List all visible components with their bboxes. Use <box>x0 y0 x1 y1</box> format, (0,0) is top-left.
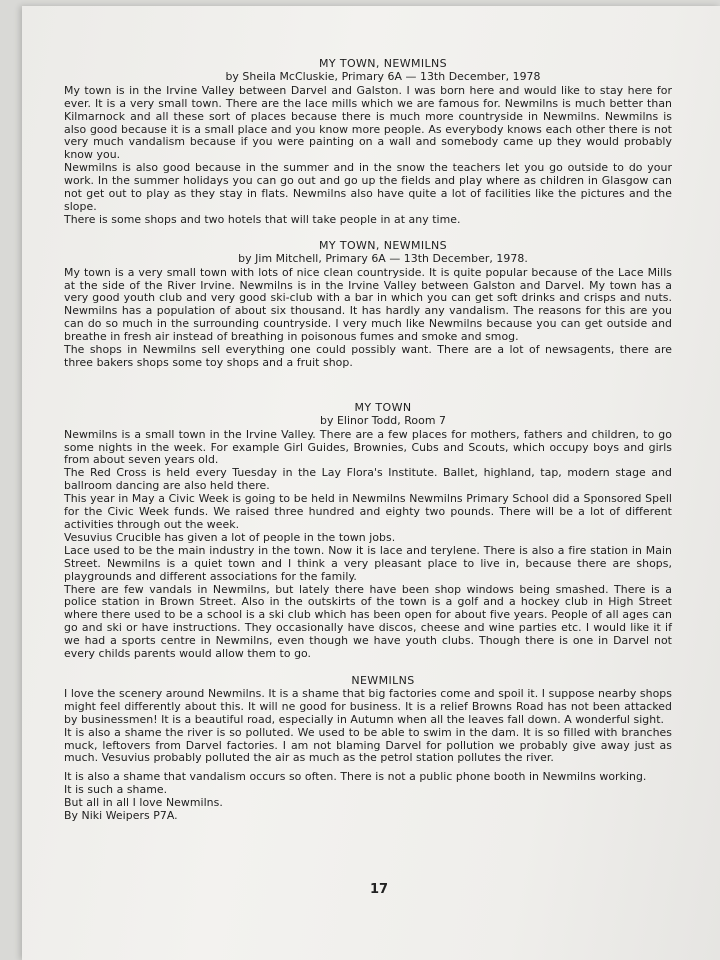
essay-title: MY TOWN <box>354 400 412 414</box>
essay-spacer <box>64 661 672 675</box>
essay-line: But all in all I love Newmilns. <box>64 796 223 810</box>
essay-paragraph: My town is a very small town with lots of nice clean countryside. It is quite popular because of the Lace Mills at the side of the River Irvine. Newmilns is in the Irvine Valley between Galston and Darvel. My town has a very good youth club and very good ski-club with a bar in which you can get soft drinks and crisps and nuts. Newmilns has a population of about six thousand. It has hardly any vandalism. The reasons for this are you can do so much in the surrounding countryside. I very much like Newmilns because you can get outside and breathe in fresh air instead of breathing in poisonous fumes and smoke and smog. <box>64 265 672 344</box>
essay-paragraph: I love the scenery around Newmilns. It is a shame that big factories come and spoil it. I suppose nearby shops might feel differently about this. It will ne good for business. It is a relief Browns Road has not been attacked by businessmen! It is a beautiful road, especially in Autumn when all the leaves fall down. A wonderful sight. <box>64 686 672 726</box>
essay-paragraph: Lace used to be the main industry in the town. Now it is lace and terylene. There is also a fire station in Main Street. Newmilns is a quiet town and I think a very pleasant place to live in, because there are shops, playgrounds and different associations for the family. <box>64 543 672 583</box>
essay-paragraph: Newmilns is a small town in the Irvine Valley. There are a few places for mothers, fathers and children, to go some nights in the week. For example Girl Guides, Brownies, Cubs and Scouts, which occupy boys and girls from about seven years old. <box>64 427 672 467</box>
essay-spacer <box>64 227 672 240</box>
essay-title: NEWMILNS <box>351 673 415 687</box>
essay-paragraph: There are few vandals in Newmilns, but lately there have been shop windows being smashed. There is a police station in Brown Street. Also in the outskirts of the town is a golf and a hockey club in High Street where there used to be a school is a ski club which has been open for about five years. People of all ages can go and ski or have instructions. They occasionally have discos, cheese and wine parties etc. I would like it if we had a sports centre in Newmilns, even though we have youth clubs. Though there is one in Darvel not every childs parents would allow them to go. <box>64 582 672 661</box>
essay-byline: by Sheila McCluskie, Primary 6A — 13th December, 1978 <box>225 69 541 83</box>
essay-jim-mitchell <box>64 240 672 370</box>
essay-sheila-mccluskie <box>64 58 672 227</box>
essay-title: MY TOWN, NEWMILNS <box>318 238 448 252</box>
essay-byline: by Jim Mitchell, Primary 6A — 13th December, 1978. <box>238 251 528 265</box>
essay-paragraph: The Red Cross is held every Tuesday in the Lay Flora's Institute. Ballet, highland, tap, modern stage and ballroom dancing are also held there. <box>64 466 672 493</box>
essay-paragraph: This year in May a Civic Week is going to be held in Newmilns Newmilns Primary School did a Sponsored Spell for the Civic Week funds. We raised three hundred and eighty two pounds. There will be a lot of different activities through out the week. <box>64 492 672 531</box>
essay-spacer <box>64 370 672 402</box>
essay-paragraph: Newmilns is also good because in the summer and in the snow the teachers let you go outside to do your work. In the summer holidays you can go out and go up the fields and play where as children in Glasgow can not get out to play as they stay in flats. Newmilns also have quite a lot of facilities like the pictures and the slope. <box>64 161 672 213</box>
essay-elinor-todd <box>64 402 672 661</box>
essay-paragraph: My town is in the Irvine Valley between Darvel and Galston. I was born here and would like to stay here for ever. It is a very small town. There are the lace mills which we are famous for. Newmilns is much better than Kilmarnock and all these sort of places because there is much more countryside in Newmilns. Newmilns is also good because it is a small place and you know more people. As everybody knows each other there is not very much vandalism because if you were painting on a wall and somebody came up they would probably know you. <box>64 83 672 162</box>
essay-paragraph: There is some shops and two hotels that will take people in at any time. <box>64 212 461 226</box>
essay-byline: by Elinor Todd, Room 7 <box>320 413 446 427</box>
essay-niki-weipers <box>64 675 672 823</box>
essay-line: It is such a shame. <box>64 783 168 797</box>
booklet-page <box>22 6 720 960</box>
page-number: 17 <box>370 882 389 897</box>
page-content <box>64 58 672 823</box>
essay-paragraph: It is also a shame that vandalism occurs so often. There is not a public phone booth in Newmilns working. <box>64 770 647 784</box>
essay-paragraph: Vesuvius Crucible has given a lot of people in the town jobs. <box>64 530 396 544</box>
essay-author-signoff: By Niki Weipers P7A. <box>64 809 178 823</box>
essay-paragraph: It is also a shame the river is so polluted. We used to be able to swim in the dam. It is so filled with branches muck, leftovers from Darvel factories. I am not blaming Darvel for pollution we probably give away just as much. Vesuvius probably polluted the air as much as the petrol station pollutes the river. <box>64 725 672 765</box>
essay-paragraph: The shops in Newmilns sell everything one could possibly want. There are a lot of newsagents, there are three bakers shops some toy shops and a fruit shop. <box>64 343 672 369</box>
essay-title: MY TOWN, NEWMILNS <box>318 57 448 70</box>
